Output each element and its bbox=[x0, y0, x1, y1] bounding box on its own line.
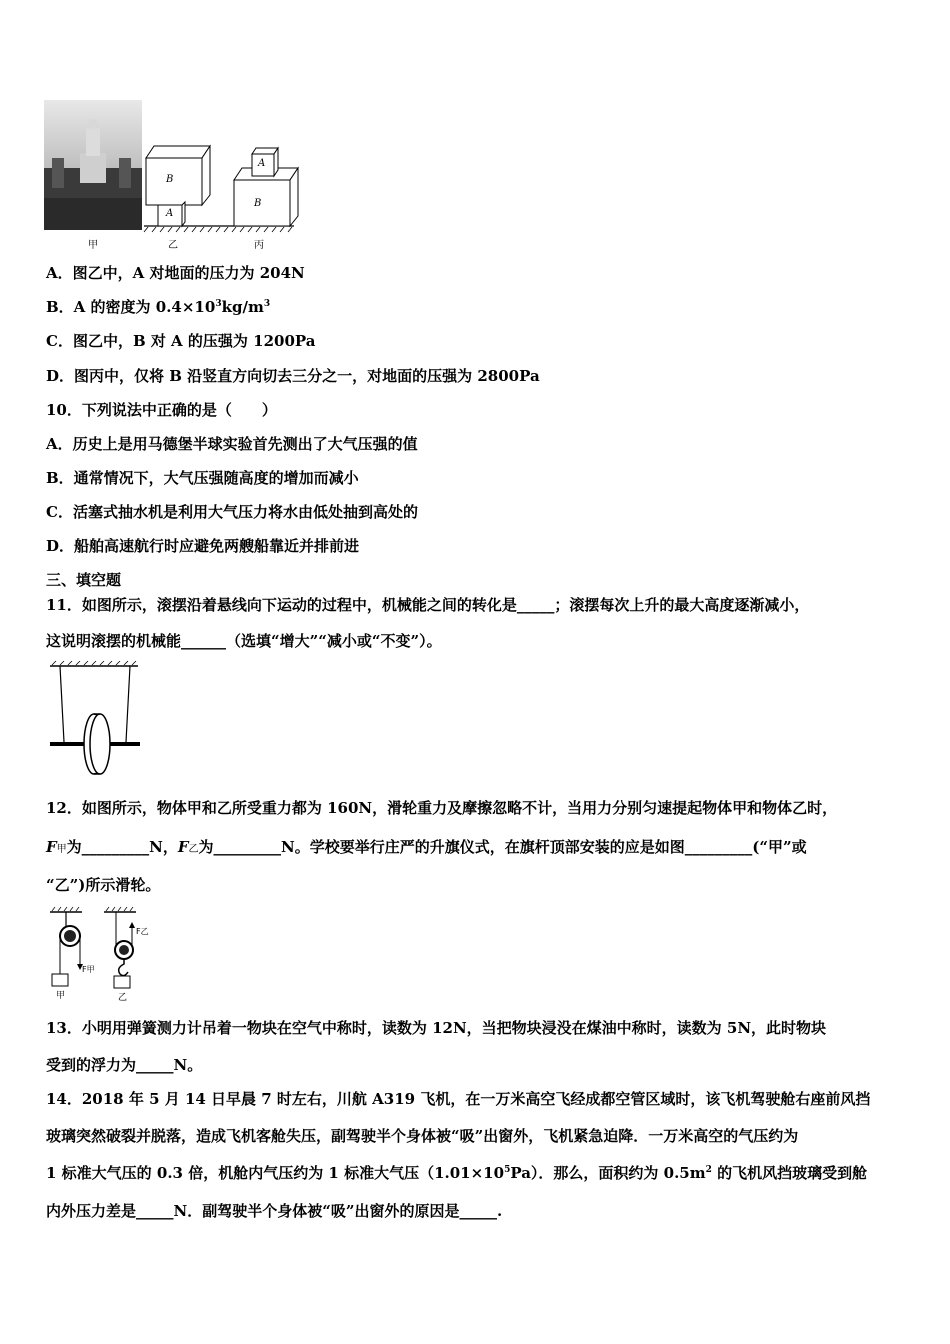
q9-option-b-exp1: 3 bbox=[215, 299, 222, 309]
q12-mid1: 为_________N， bbox=[66, 838, 178, 856]
fig12-caption-jia: 甲 bbox=[56, 991, 66, 1001]
q10-option-a: A．历史上是用马德堡半球实验首先测出了大气压强的值 bbox=[46, 435, 418, 453]
q14-line3-exp: 5 bbox=[504, 1165, 511, 1175]
q12-line3: “乙”)所示滑轮。 bbox=[46, 876, 161, 894]
q10-stem: 10．下列说法中正确的是（ ） bbox=[46, 401, 277, 419]
q9-option-c: C．图乙中，B 对 A 的压强为 1200Pa bbox=[46, 332, 316, 350]
caption-yi: 乙 bbox=[168, 240, 178, 251]
figure-q9 bbox=[44, 98, 304, 250]
q9-option-a: A．图乙中，A 对地面的压力为 204N bbox=[46, 264, 305, 282]
caption-bing: 丙 bbox=[254, 240, 264, 251]
q14-line3-b: Pa）．那么，面积约为 0.5m bbox=[510, 1164, 706, 1182]
label-bing-B: B bbox=[254, 198, 262, 209]
section-title: 三、填空题 bbox=[46, 571, 122, 589]
maxwell-wheel-drawing bbox=[46, 660, 146, 780]
caption-jia: 甲 bbox=[88, 240, 98, 251]
label-bing-A: A bbox=[258, 158, 266, 169]
label-yi-A: A bbox=[166, 208, 174, 219]
q10-option-c: C．活塞式抽水机是利用大气压力将水由低处抽到高处的 bbox=[46, 503, 418, 521]
q9-option-b-unit: kg/m bbox=[221, 298, 264, 316]
q13-line1: 13．小明用弹簧测力计吊着一物块在空气中称时，读数为 12N，当把物块浸没在煤油中称时，读数为 5N，此时物块 bbox=[46, 1019, 827, 1037]
q14-line4: 内外压力差是_____N．副驾驶半个身体被“吸”出窗外的原因是_____. bbox=[46, 1202, 503, 1220]
figure-q11 bbox=[46, 660, 146, 780]
q10-option-b: B．通常情况下，大气压强随高度的增加而减小 bbox=[46, 469, 359, 487]
q12-mid2: 为_________N。学校要举行庄严的升旗仪式，在旗杆顶部安装的应是如图_________(“甲”或 bbox=[198, 838, 807, 856]
q14-line3-a: 1 标准大气压的 0.3 倍，机舱内气压约为 1 标准大气压（1.01×10 bbox=[46, 1164, 505, 1182]
q14-line3-c: 的飞机风挡玻璃受到舱 bbox=[711, 1164, 868, 1182]
fig12-caption-yi: 乙 bbox=[118, 993, 128, 1003]
figure-yi-boxes bbox=[146, 146, 210, 226]
q14-line3-exp2: 2 bbox=[705, 1165, 712, 1175]
fig12-label-fjia: F甲 bbox=[82, 965, 95, 974]
label-yi-B: B bbox=[166, 174, 174, 185]
figure-q12 bbox=[46, 906, 156, 1002]
fig12-label-fyi: F乙 bbox=[136, 927, 149, 936]
q9-option-b bbox=[46, 296, 270, 317]
q12-f1-symbol: F bbox=[46, 838, 57, 856]
q10-option-d: D．船舶高速航行时应避免两艘船靠近并排前进 bbox=[46, 537, 360, 555]
figure-bing-boxes bbox=[234, 148, 298, 226]
figure-q9-drawing bbox=[44, 98, 304, 250]
q12-f2-sub: 乙 bbox=[188, 844, 199, 855]
q9-option-b-text: B．A 的密度为 0.4×10 bbox=[46, 298, 216, 316]
q14-line3 bbox=[46, 1162, 867, 1183]
q13-line2: 受到的浮力为_____N。 bbox=[46, 1056, 203, 1074]
q11-line2: 这说明滚摆的机械能______（选填“增大”“减小或“不变”）。 bbox=[46, 632, 442, 650]
q9-option-b-exp2: 3 bbox=[263, 299, 271, 309]
q9-option-d: D．图丙中，仅将 B 沿竖直方向切去三分之一，对地面的压强为 2800Pa bbox=[46, 367, 540, 385]
q12-f1-sub: 甲 bbox=[56, 844, 67, 855]
q14-line1: 14．2018 年 5 月 14 日早晨 7 时左右，川航 A319 飞机，在一万米高空飞经成都空管区域时，该飞机驾驶舱右座前风挡 bbox=[46, 1090, 871, 1108]
q11-line1: 11．如图所示，滚摆沿着悬线向下运动的过程中，机械能之间的转化是_____；滚摆每次上升的最大高度逐渐减小， bbox=[46, 596, 810, 614]
q12-line1: 12．如图所示，物体甲和乙所受重力都为 160N，滑轮重力及摩擦忽略不计，当用力分别匀速提起物体甲和物体乙时， bbox=[46, 799, 838, 817]
q14-line2: 玻璃突然破裂并脱落，造成飞机客舱失压，副驾驶半个身体被“吸”出窗外，飞机紧急迫降．一万米高空的气压约为 bbox=[46, 1127, 799, 1145]
q12-f2-symbol: F bbox=[177, 838, 189, 856]
q12-line2 bbox=[46, 836, 807, 857]
